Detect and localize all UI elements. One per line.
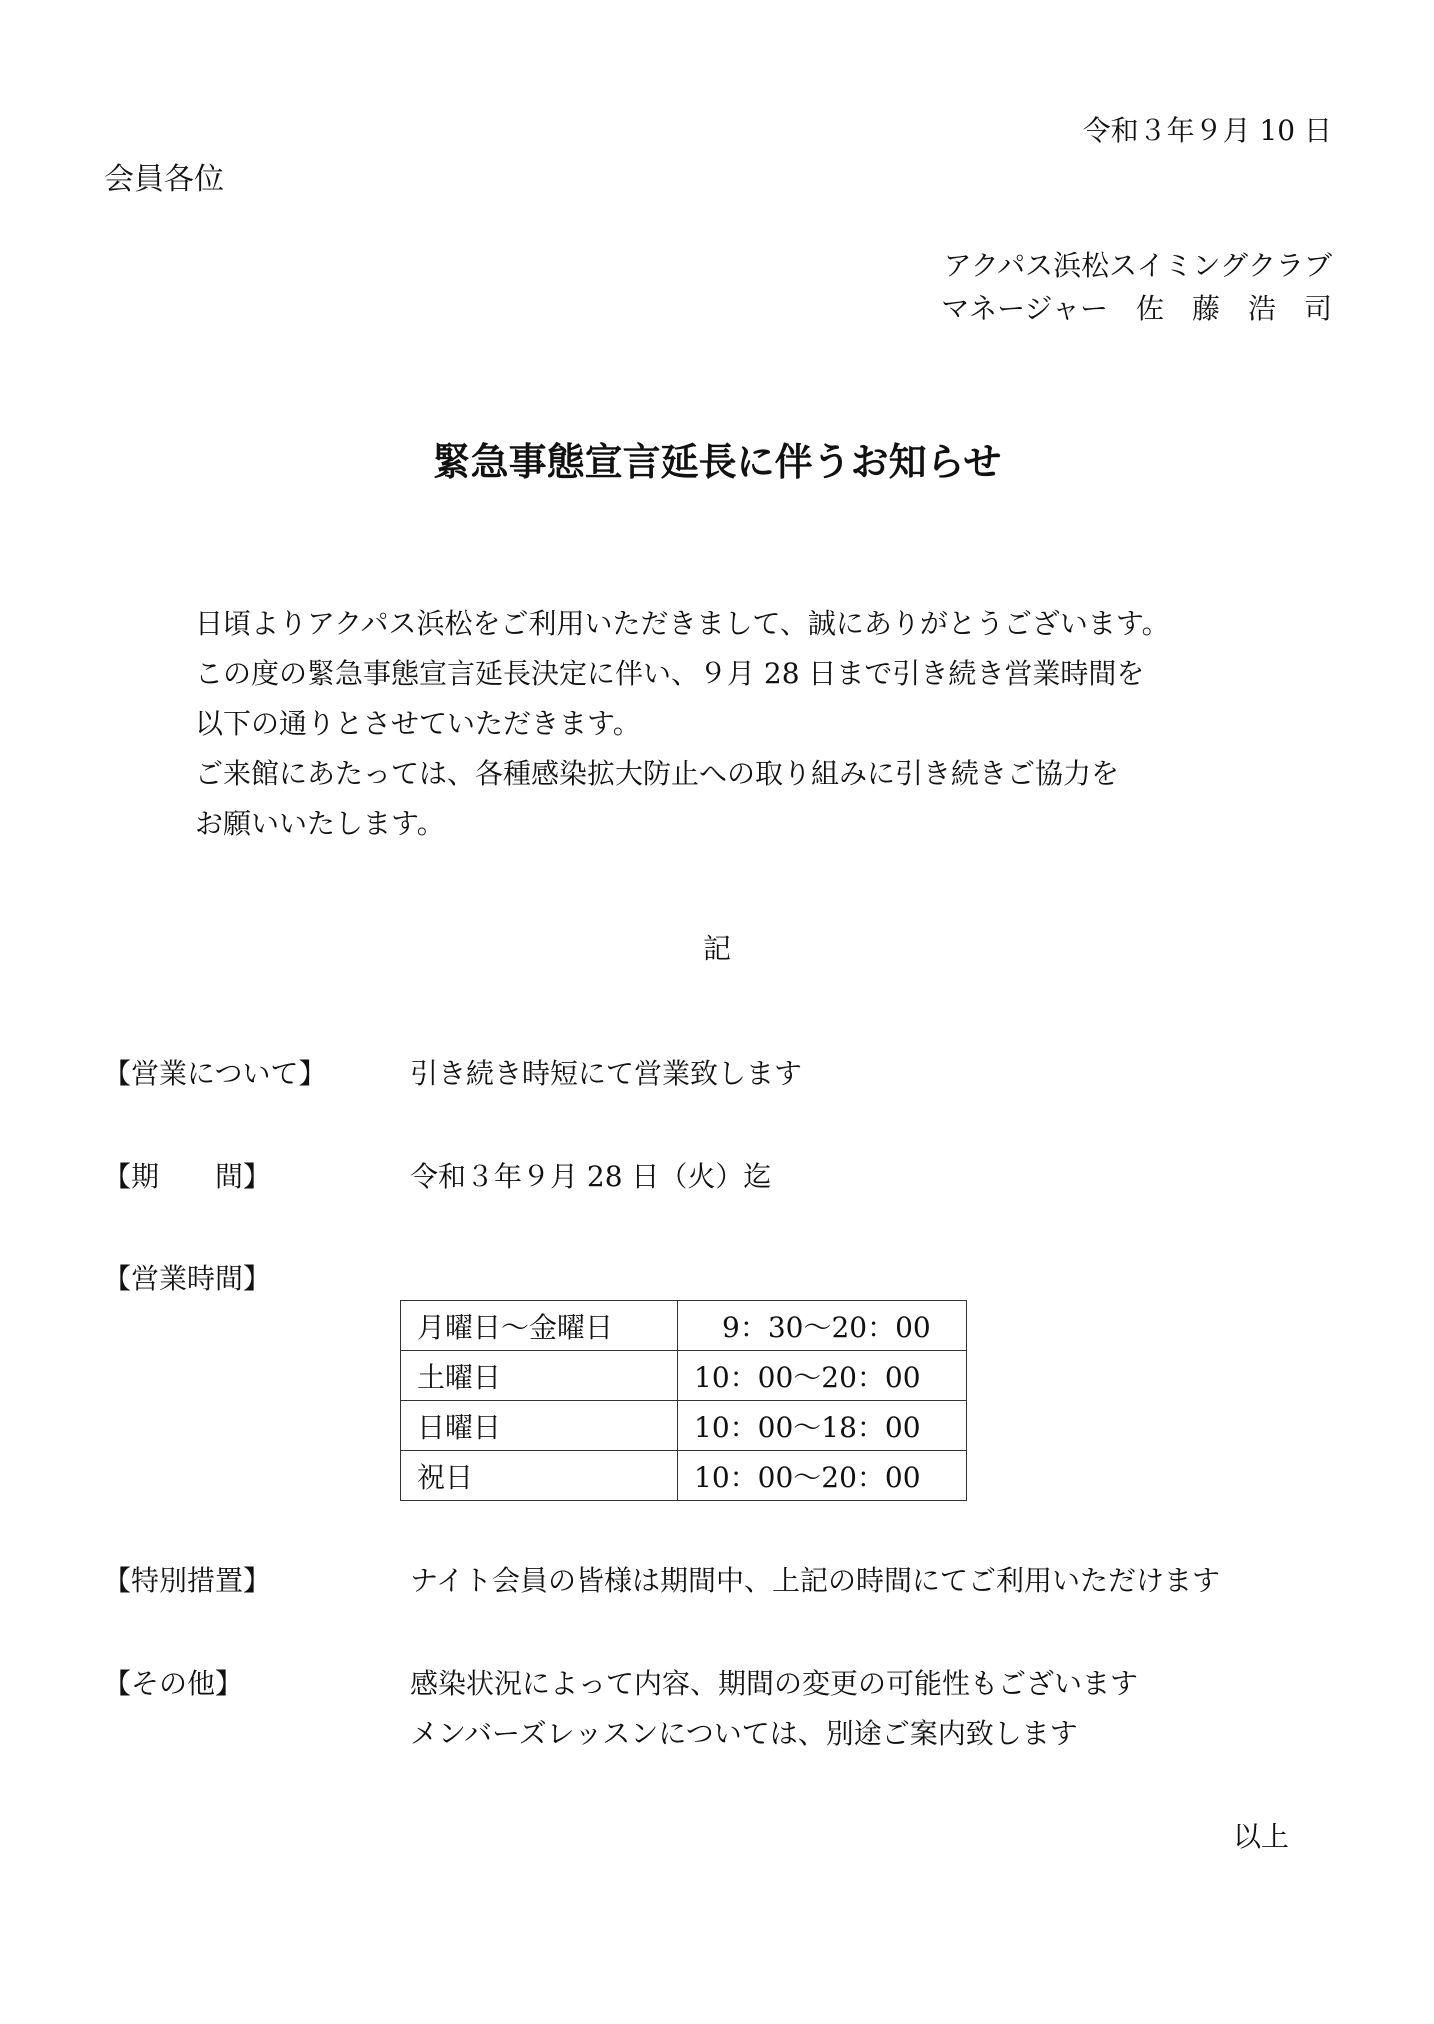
hours-time: 9：30～20：00 [678, 1301, 967, 1351]
other-value-line: 感染状況によって内容、期間の変更の可能性もございます [410, 1667, 1139, 1700]
hours-day: 月曜日～金曜日 [401, 1301, 678, 1351]
organization-name: アクパス浜松スイミングクラブ [943, 249, 1332, 282]
recipient: 会員各位 [104, 162, 224, 197]
other-label: 【その他】 [103, 1667, 244, 1700]
business-value: 引き続き時短にて営業致します [410, 1057, 803, 1090]
hours-time: 10：00～20：00 [678, 1451, 967, 1501]
table-row [401, 1451, 967, 1501]
special-label: 【特別措置】 [103, 1564, 272, 1597]
business-label: 【営業について】 [103, 1057, 327, 1090]
special-value: ナイト会員の皆様は期間中、上記の時間にてご利用いただけます [410, 1564, 1221, 1597]
hours-day: 土曜日 [401, 1351, 678, 1401]
hours-day: 祝日 [401, 1451, 678, 1501]
hours-day: 日曜日 [401, 1401, 678, 1451]
hours-table [400, 1300, 967, 1501]
closing-mark: 以上 [1232, 1820, 1289, 1853]
document-date: 令和３年９月 10 日 [1082, 114, 1332, 147]
hours-label: 【営業時間】 [103, 1262, 272, 1295]
table-row [401, 1351, 967, 1401]
body-line: ご来館にあたっては、各種感染拡大防止への取り組みに引き続きご協力を [195, 757, 1120, 790]
period-label: 【期 間】 [103, 1160, 272, 1193]
body-line: この度の緊急事態宣言延長決定に伴い、９月 28 日まで引き続き営業時間を [195, 657, 1145, 690]
document-title: 緊急事態宣言延長に伴うお知らせ [432, 439, 1002, 484]
hours-time: 10：00～18：00 [678, 1401, 967, 1451]
body-line: お願いいたします。 [195, 807, 445, 840]
period-value: 令和３年９月 28 日（火）迄 [410, 1160, 772, 1193]
body-line: 以下の通りとさせていただきます。 [195, 707, 641, 740]
table-row [401, 1401, 967, 1451]
sender-name: マネージャー 佐 藤 浩 司 [941, 292, 1332, 325]
other-value-line: メンバーズレッスンについては、別途ご案内致します [410, 1717, 1078, 1750]
table-row [401, 1301, 967, 1351]
body-line: 日頃よりアクパス浜松をご利用いただきまして、誠にありがとうございます。 [195, 607, 1170, 640]
hours-time: 10：00～20：00 [678, 1351, 967, 1401]
ki-heading: 記 [702, 932, 731, 965]
